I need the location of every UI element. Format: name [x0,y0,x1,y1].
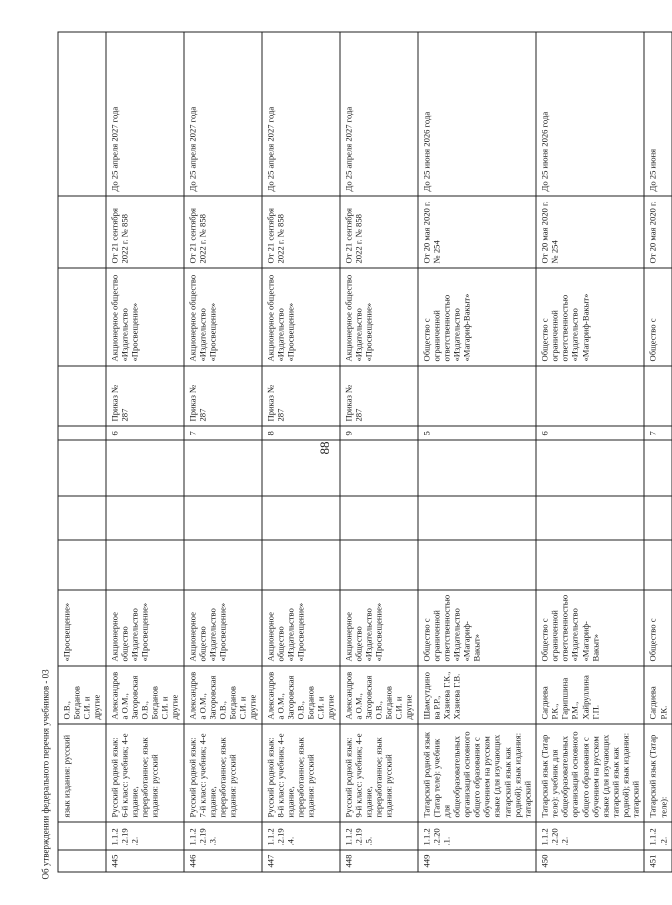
cell-order-number: 8 [262,426,340,440]
cell-number: 451 [644,850,671,872]
table-row [536,32,644,872]
cell-empty [340,496,418,540]
cell-number: 447 [262,850,340,872]
table-row [262,32,340,872]
cell-term: До 25 апреля 2027 года [262,32,340,196]
cell-date: От 20 мая 2020 г. № 254 [418,196,537,268]
cell-authors: Шамсутдинова Р.Р., Хазиева Г.К., Хазиева Г.В. [418,666,537,724]
cell-empty [340,540,418,590]
cell-empty [106,440,184,496]
cell-empty [106,496,184,540]
cell-publisher-2 [58,268,106,366]
cell-empty [536,540,644,590]
cell-publisher-2: Акционерное общество «Издательство «Просвещение» [262,268,340,366]
cell-title: Русский родной язык: 6-й класс: учебник; 4-е издание, переработанное; язык издания: русский [106,724,184,822]
cell-document [58,366,106,426]
table-row [106,32,184,872]
table-row [418,32,537,872]
cell-date: От 21 сентября 2022 г. № 858 [106,196,184,268]
cell-empty [58,540,106,590]
cell-authors: Сагдиева Р.К. [644,666,671,724]
cell-term: До 25 июня [644,32,671,196]
cell-publisher: Общество с ограниченной ответственностью «Издательство «Магариф-Вакыт» [536,590,644,666]
cell-empty [536,496,644,540]
cell-title: Русский родной язык: 9-й класс: учебник; 4-е издание, переработанное; язык издания: русский [340,724,418,822]
cell-publisher-2: Акционерное общество «Издательство «Просвещение» [184,268,262,366]
cell-publisher-2: Акционерное общество «Издательство «Просвещение» [340,268,418,366]
cell-authors: Сагдиева Р.К., Гарипшина Р.М., Хайруллина Г.П. [536,666,644,724]
cell-date: От 20 мая 2020 г. [644,196,671,268]
cell-empty [644,440,671,496]
cell-empty [184,440,262,496]
cell-publisher: «Просвещение» [58,590,106,666]
cell-order-number: 7 [184,426,262,440]
cell-empty [418,540,537,590]
cell-empty [644,496,671,540]
cell-order-number: 7 [644,426,671,440]
cell-publisher: Акционерное общество «Издательство «Просвещение» [106,590,184,666]
cell-code: 1.1.2.2.20.2. [536,822,644,850]
cell-number [58,850,106,872]
cell-title: Татарский язык (Татар теле): [644,724,671,822]
cell-term: До 25 апреля 2027 года [184,32,262,196]
cell-order-number: 6 [536,426,644,440]
cell-publisher-2: Общество с ограниченной ответственностью «Издательство «Магариф-Вакыт» [418,268,537,366]
cell-code: 1.1.2.2.19.2. [106,822,184,850]
cell-number: 450 [536,850,644,872]
cell-date [58,196,106,268]
table-row [340,32,418,872]
cell-document [644,366,671,426]
cell-code [58,822,106,850]
cell-empty [262,440,340,496]
cell-code: 1.1.2.2.19.5. [340,822,418,850]
cell-empty [184,496,262,540]
cell-document: Приказ № 287 [106,366,184,426]
cell-empty [536,440,644,496]
cell-document [418,366,537,426]
cell-number: 449 [418,850,537,872]
cell-date: От 21 сентября 2022 г. № 858 [184,196,262,268]
cell-title: язык издания: русский [58,724,106,822]
table-row-partial [644,32,671,872]
cell-order-number: 9 [340,426,418,440]
cell-empty [418,440,537,496]
cell-document: Приказ № 287 [184,366,262,426]
cell-term [58,32,106,196]
cell-code: 1.1.2.2. [644,822,671,850]
cell-empty [106,540,184,590]
cell-document: Приказ № 287 [340,366,418,426]
register-table-wrapper [58,33,669,873]
cell-term: До 25 июня 2026 года [418,32,537,196]
cell-code: 1.1.2.2.20.1. [418,822,537,850]
cell-authors: Александрова О.М., Загоровская О.В., Богданов С.И. и другие [106,666,184,724]
cell-order-number [58,426,106,440]
cell-number: 446 [184,850,262,872]
cell-date: От 21 сентября 2022 г. № 858 [262,196,340,268]
cell-publisher-2: Акционерное общество «Издательство «Просвещение» [106,268,184,366]
cell-order-number: 6 [106,426,184,440]
cell-publisher-2: Общество с [644,268,671,366]
cell-title: Татарский родной язык (Татар теле): учебник для общеобразовательных организаций основного общего образования с обучением на русском языке (для изучающих татарский язык как родной); язык издания: татарский [418,724,537,822]
cell-publisher: Акционерное общество «Издательство «Просвещение» [340,590,418,666]
cell-authors: Александрова О.М., Загоровская О.В., Богданов С.И. и другие [340,666,418,724]
cell-authors: О.В., Богданов С.И. и другие [58,666,106,724]
cell-document: Приказ № 287 [262,366,340,426]
cell-empty [58,496,106,540]
cell-empty [262,540,340,590]
cell-document [536,366,644,426]
cell-term: До 25 июня 2026 года [536,32,644,196]
cell-empty [418,496,537,540]
cell-number: 448 [340,850,418,872]
cell-empty [184,540,262,590]
cell-empty [644,540,671,590]
cell-authors: Александрова О.М., Загоровская О.В., Богданов С.И. и другие [262,666,340,724]
cell-authors: Александрова О.М., Загоровская О.В., Богданов С.И. и другие [184,666,262,724]
footer-note: Об утверждении федерального перечня учебников - 03 [40,669,51,880]
table-row-continued [58,32,106,872]
cell-code: 1.1.2.2.19.3. [184,822,262,850]
cell-publisher: Общество с ограниченной ответственностью «Издательство «Магариф-Вакыт» [418,590,537,666]
cell-term: До 25 апреля 2027 года [106,32,184,196]
cell-date: От 21 сентября 2022 г. № 858 [340,196,418,268]
cell-empty [262,496,340,540]
cell-title: Татарский язык (Татар теле): учебник для общеобразовательных организаций основного общего образования с обучением на русском языке (для изучающих татарский язык как родной); язык издания: татарский [536,724,644,822]
cell-number: 445 [106,850,184,872]
cell-publisher: Акционерное общество «Издательство «Просвещение» [184,590,262,666]
cell-title: Русский родной язык: 7-й класс: учебник; 4-е издание, переработанное; язык издания: русский [184,724,262,822]
cell-date: От 20 мая 2020 г. № 254 [536,196,644,268]
cell-empty [340,440,418,496]
cell-term: До 25 апреля 2027 года [340,32,418,196]
cell-code: 1.1.2.2.19.4. [262,822,340,850]
cell-publisher: Общество с [644,590,671,666]
cell-title: Русский родной язык: 8-й класс: учебник; 4-е издание, переработанное; язык издания: русский [262,724,340,822]
cell-order-number: 5 [418,426,537,440]
textbook-register-table [58,32,672,873]
cell-publisher-2: Общество с ограниченной ответственностью «Издательство «Магариф-Вакыт» [536,268,644,366]
page-number: 88 [317,441,332,455]
cell-empty [58,440,106,496]
cell-publisher: Акционерное общество «Издательство «Просвещение» [262,590,340,666]
table-row [184,32,262,872]
